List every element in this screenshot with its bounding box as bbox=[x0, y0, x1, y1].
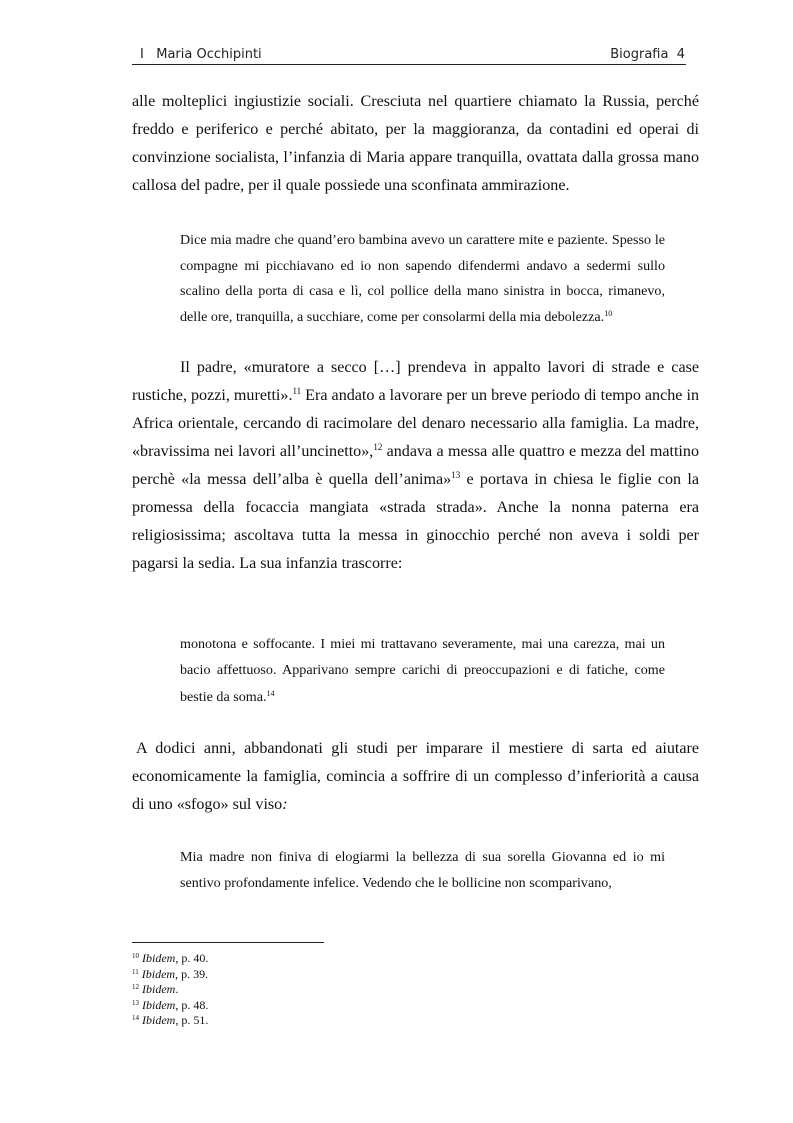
footnote-source: Ibidem bbox=[142, 951, 176, 965]
footnote-source: Ibidem bbox=[141, 966, 176, 981]
footnote-number: 10 bbox=[132, 952, 139, 960]
paragraph-2-text-a: Il padre, «muratore a secco […] prendeva in appalto lavori di strade e case rustiche, pozzi, muretti». bbox=[132, 359, 699, 404]
paragraph-2-text-d: e portava in chiesa le figlie con la promessa della focaccia mangiata «strada strada». Anche la nonna paterna era religiosissima; ascoltava tutta la messa in ginocchio perché non aveva i soldi per pagarsi la sedia. La sua infanzia trascorre: bbox=[132, 471, 699, 572]
paragraph-1: alle molteplici ingiustizie sociali. Cresciuta nel quartiere chiamato la Russia, perché freddo e periferico e perché abitato, per la maggioranza, da contadini ed operai di convinzione socialista, l’infanzia di Maria appare tranquilla, ovattata dalla grossa mano callosa del padre, per il quale possiede una sconfinata ammirazione. bbox=[132, 93, 699, 194]
footnote-number: 11 bbox=[132, 967, 139, 976]
footnote-page: . bbox=[175, 982, 179, 996]
block-quote-3: Mia madre non finiva di elogiarmi la bellezza di sua sorella Giovanna ed io mi sentivo profondamente infelice. Vedendo che le bollicine non scomparivano, bbox=[180, 849, 665, 891]
footnote-item bbox=[132, 1013, 532, 1029]
block-quote-1 bbox=[180, 228, 665, 330]
paragraph-3 bbox=[132, 735, 699, 819]
footnote-item bbox=[132, 951, 532, 967]
paragraph-2-text-c: andava a messa alle quattro e mezza del mattino perchè «la messa dell’alba è quella dell’anima» bbox=[132, 443, 700, 488]
footnote-item bbox=[132, 998, 532, 1014]
footnote-page: , p. 51. bbox=[175, 1013, 209, 1027]
footnote-number: 13 bbox=[132, 998, 139, 1007]
footnote-ref-13[interactable]: 13 bbox=[451, 470, 461, 480]
block-quote-2 bbox=[180, 631, 665, 710]
footnote-source: Ibidem bbox=[142, 982, 176, 996]
footnotes bbox=[132, 951, 532, 1029]
header-section-page: Biografia 4 bbox=[610, 47, 685, 62]
footnote-ref-14[interactable]: 14 bbox=[266, 688, 275, 698]
quote-2-text: monotona e soffocante. I miei mi trattavano severamente, mai una carezza, mai un bacio affettuoso. Apparivano sempre carichi di preoccupazioni e di fatiche, come bestie da soma. bbox=[180, 636, 665, 705]
footnote-item bbox=[132, 982, 532, 998]
running-header bbox=[132, 46, 686, 65]
header-chapter-title: I Maria Occhipinti bbox=[140, 47, 262, 62]
footnote-page: , p. 48. bbox=[175, 997, 209, 1012]
footnote-ref-10[interactable]: 10 bbox=[604, 308, 613, 318]
paragraph-2 bbox=[132, 354, 699, 578]
paragraph-3-colon: : bbox=[282, 796, 288, 813]
quote-1-text: Dice mia madre che quand’ero bambina avevo un carattere mite e paziente. Spesso le compagne mi picchiavano ed io non sapendo difendermi andavo a sedermi sullo scalino della porta di casa e lì, col pollice della mano sinistra in bocca, rimanevo, delle ore, tranquilla, a succhiare, come per consolarmi della mia debolezza. bbox=[180, 232, 665, 325]
footnote-ref-11[interactable]: 11 bbox=[292, 386, 302, 396]
paragraph-3-text: A dodici anni, abbandonati gli studi per imparare il mestiere di sarta ed aiutare economicamente la famiglia, comincia a soffrire di un complesso d’inferiorità a causa di uno «sfogo» sul viso bbox=[132, 740, 699, 813]
footnote-separator bbox=[132, 942, 324, 943]
footnote-page: , p. 40. bbox=[175, 951, 209, 965]
footnote-source: Ibidem bbox=[142, 997, 176, 1012]
footnote-item bbox=[132, 967, 532, 983]
paragraph-2-text-b: Era andato a lavorare per un breve periodo di tempo anche in Africa orientale, cercando di racimolare del denaro necessario alla famiglia. La madre, «bravissima nei lavori all’uncinetto», bbox=[132, 387, 699, 460]
footnote-number: 12 bbox=[132, 983, 139, 991]
footnote-source: Ibidem bbox=[142, 1013, 176, 1027]
footnote-page: , p. 39. bbox=[175, 966, 209, 981]
footnote-ref-12[interactable]: 12 bbox=[373, 442, 383, 452]
footnote-number: 14 bbox=[132, 1014, 139, 1022]
